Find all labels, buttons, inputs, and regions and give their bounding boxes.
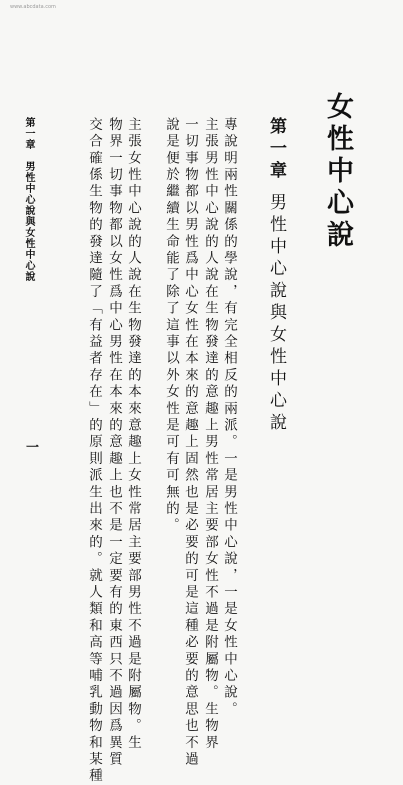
chapter-number: 第一章 <box>266 117 286 183</box>
running-head: 第一章 男性中心說與女性中心說 <box>23 117 34 282</box>
chapter-heading <box>264 117 289 435</box>
watermark-url: www.abcdata.com <box>10 4 56 10</box>
body-line-2: 主張男性中心說的人說在生物發達的意趣上男性常居主要部女性不過是附屬物。生物界 <box>202 117 218 752</box>
chapter-title: 男性中心說與女性中心說 <box>266 193 286 435</box>
body-line-6: 物界一切事物都以女性爲中心男性在本來的意趣上也不是一定要有的東西只不過因爲異質 <box>106 117 122 769</box>
page-number: 一 <box>23 440 38 453</box>
body-line-4: 說是便於繼續生命能了除了這事以外女性是可有可無的。 <box>163 117 179 535</box>
book-title: 女性中心說 <box>322 92 353 252</box>
body-line-3: 一切事物都以男性爲中心女性在本來的意趣上固然也是必要的可是這種必要的意思也不過 <box>182 117 198 769</box>
body-line-5: 主張女性中心說的人說在生物發達的本來意趣上女性常居主要部男性不過是附屬物。生 <box>125 117 141 752</box>
body-line-7: 交合確係生物的發達隨了「有益者存在」的原則派生出來的。就人類和高等哺乳動物和某種 <box>86 117 102 785</box>
body-line-1: 專說明兩性關係的學說，有完全相反的兩派。一是男性中心說，一是女性中心說。 <box>221 117 237 719</box>
